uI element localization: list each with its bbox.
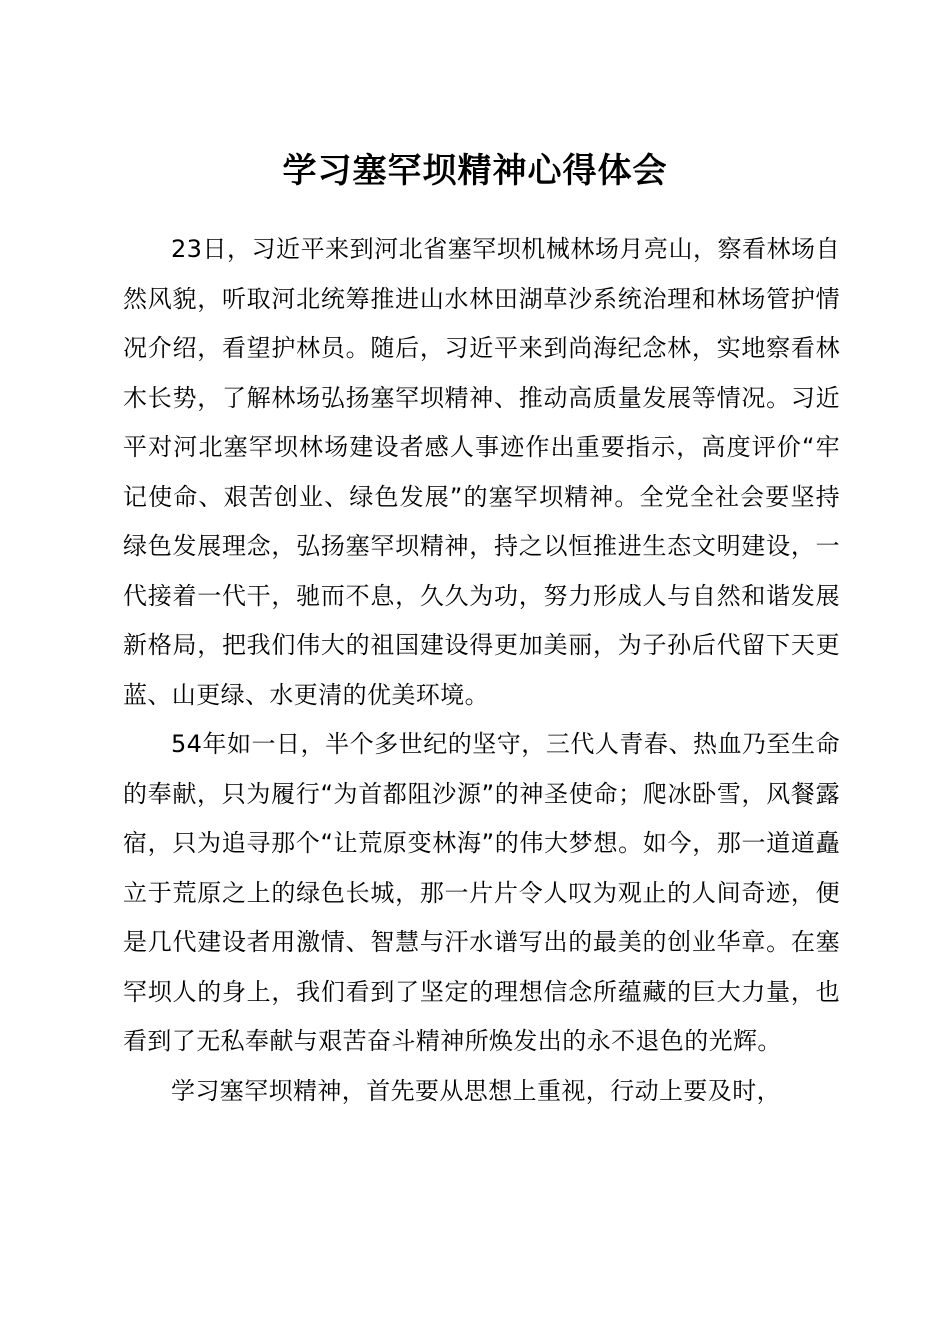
- document-title: 学习塞罕坝精神心得体会: [282, 151, 668, 191]
- paragraph-3: 学习塞罕坝精神，首先要从思想上重视，行动上要及时，: [171, 1076, 781, 1105]
- paragraph-2: 54年如一日，半个多世纪的坚守，三代人青春、热血乃至生命的奉献，只为履行“为首都阻沙源”的神圣使命；爬冰卧雪，风餐露宿，只为追寻那个“让荒原变林海”的伟大梦想。如今，那一道道矗立于荒原之上的绿色长城，那一片片令人叹为观止的人间奇迹，便是几代建设者用激情、智慧与汗水谱写出的最美的创业华章。在塞罕坝人的身上，我们看到了坚定的理想信念所蕴藏的巨大力量，也看到了无私奉献与艰苦奋斗精神所焕发出的永不退色的光辉。: [123, 730, 840, 1055]
- paragraph-1: 23日，习近平来到河北省塞罕坝机械林场月亮山，察看林场自然风貌，听取河北统筹推进山水林田湖草沙系统治理和林场管护情况介绍，看望护林员。随后，习近平来到尚海纪念林，实地察看林木长势，了解林场弘扬塞罕坝精神、推动高质量发展等情况。习近平对河北塞罕坝林场建设者感人事迹作出重要指示，高度评价“牢记使命、艰苦创业、绿色发展”的塞罕坝精神。全党全社会要坚持绿色发展理念，弘扬塞罕坝精神，持之以恒推进生态文明建设，一代接着一代干，驰而不息，久久为功，努力形成人与自然和谐发展新格局，把我们伟大的祖国建设得更加美丽，为子孙后代留下天更蓝、山更绿、水更清的优美环境。: [123, 235, 840, 709]
- document-body: [123, 225, 840, 1116]
